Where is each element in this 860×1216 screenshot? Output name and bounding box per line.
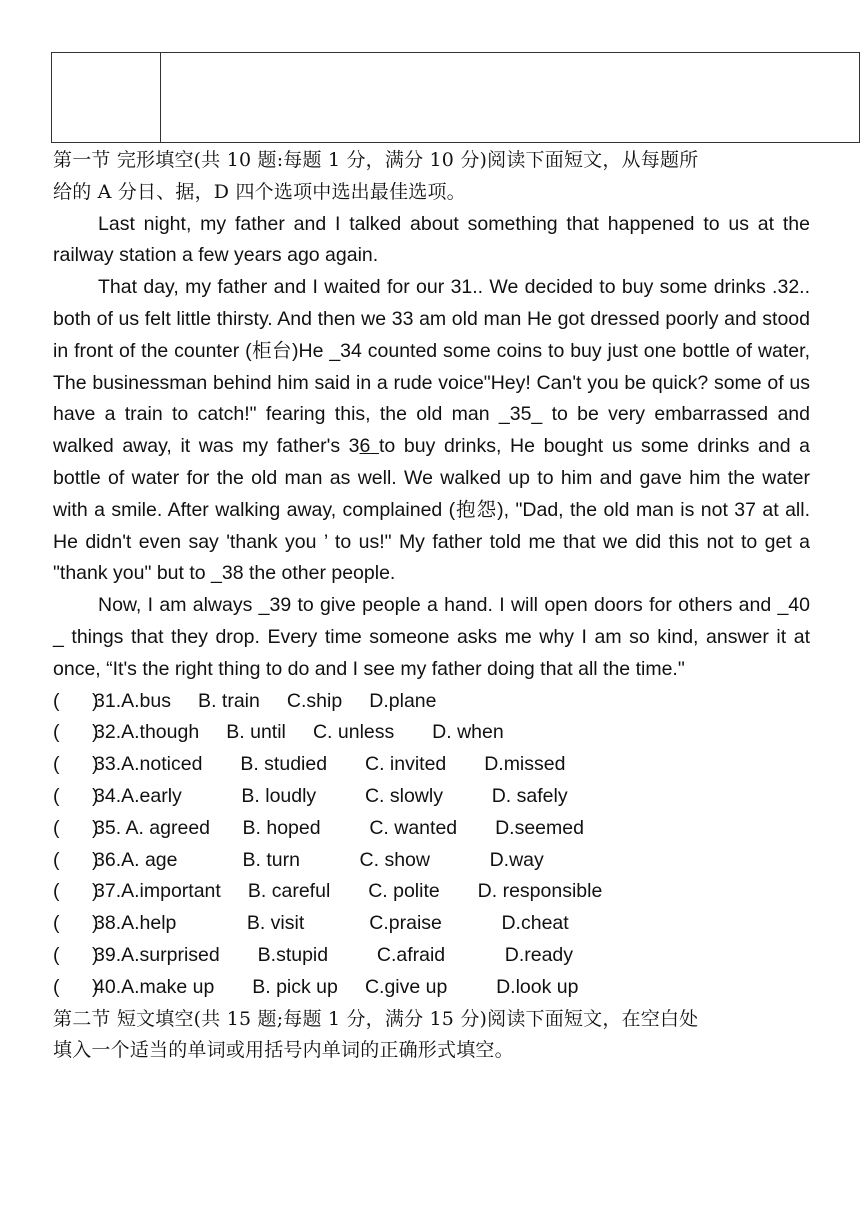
answer-bracket[interactable]: ( ) <box>53 689 99 712</box>
question-text: 40.A.make up B. pick up C.give up D.look up <box>94 975 579 998</box>
question-35 <box>53 813 810 845</box>
question-38 <box>53 908 810 940</box>
header-table-cell-right <box>161 53 859 142</box>
passage-paragraph-2 <box>53 272 810 590</box>
question-text: 33.A.noticed B. studied C. invited D.missed <box>94 753 566 776</box>
question-text: 37.A.important B. careful C. polite D. responsible <box>94 880 603 903</box>
answer-bracket[interactable]: ( ) <box>53 816 99 839</box>
question-text: 32.A.though B. until C. unless D. when <box>94 721 504 744</box>
answer-bracket[interactable]: ( ) <box>53 784 99 807</box>
question-text: 35. A. agreed B. hoped C. wanted D.seemed <box>94 816 584 839</box>
question-36 <box>53 845 810 877</box>
passage-paragraph-3: Now, I am always _39 to give people a hand. I will open doors for others and _40 _ things that they drop. Every time someone asks me why I am so kind, answer it at once, “It's the right thing to do and I see my father doing that all the time." <box>53 594 810 680</box>
answer-bracket[interactable]: ( ) <box>53 943 99 966</box>
question-34 <box>53 781 810 813</box>
blank-36-underline: 6 <box>359 435 380 458</box>
question-37 <box>53 876 810 908</box>
question-32 <box>53 717 810 749</box>
answer-bracket[interactable]: ( ) <box>53 975 99 998</box>
passage-paragraph-1: Last night, my father and I talked about something that happened to us at the railway station a few years ago again. <box>53 212 810 267</box>
question-text: 39.A.surprised B.stupid C.afraid D.ready <box>94 943 574 966</box>
question-33 <box>53 749 810 781</box>
question-text: 38.A.help B. visit C.praise D.cheat <box>94 912 569 935</box>
question-31 <box>53 686 810 718</box>
answer-bracket[interactable]: ( ) <box>53 753 99 776</box>
document-body <box>53 145 810 1067</box>
header-table-cell-left <box>52 53 161 142</box>
question-text: 31.A.bus B. train C.ship D.plane <box>94 689 437 712</box>
section1-heading <box>53 145 810 209</box>
question-text: 36.A. age B. turn C. show D.way <box>94 848 544 871</box>
passage-paragraph-2-part-b: to buy drinks, He bought us some drinks and a bottle of water for the old man as well. We walked up to him and gave him the water with a smile. After walking away, complained (抱怨), "Dad, the old man is not 37 at all. He didn't even say 'thank you ’ to us!" My father told me that we did this not to get a "thank you" but to _38 the other people. <box>53 435 811 585</box>
answer-bracket[interactable]: ( ) <box>53 721 99 744</box>
answer-bracket[interactable]: ( ) <box>53 848 99 871</box>
section1-heading-line1: 第一节 完形填空(共 10 题:每题 1 分，满分 10 分)阅读下面短文，从每题所 <box>53 149 699 171</box>
section2-heading-line1: 第二节 短文填空(共 15 题;每题 1 分，满分 15 分)阅读下面短文，在空白处 <box>53 1007 699 1030</box>
header-table <box>51 52 860 143</box>
answer-bracket[interactable]: ( ) <box>53 880 99 903</box>
section2-heading <box>53 1004 810 1068</box>
question-39 <box>53 940 810 972</box>
answer-bracket[interactable]: ( ) <box>53 912 99 935</box>
section2-heading-line2: 填入一个适当的单词或用括号内单词的正确形式填空。 <box>53 1039 514 1062</box>
question-40 <box>53 972 810 1004</box>
question-text: 34.A.early B. loudly C. slowly D. safely <box>94 784 568 807</box>
section1-heading-line2: 给的 A 分日、据，D 四个选项中选出最佳选项。 <box>53 180 466 203</box>
passage-paragraph-2-part-a: That day, my father and I waited for our 31.. We decided to buy some drinks .32.. both of us felt little thirsty. And then we 33 am old man He got dressed poorly and stood in front of the counter (柜台)He _34 counted some coins to buy just one bottle of water, The businessman behind him said in a rude voice"Hey! Can't you be quick? some of us have a train to catch!" fearing this, the old man _35_ to be very embarrassed and walked away, it was my father's 3 <box>53 276 810 458</box>
question-list <box>53 686 810 1004</box>
